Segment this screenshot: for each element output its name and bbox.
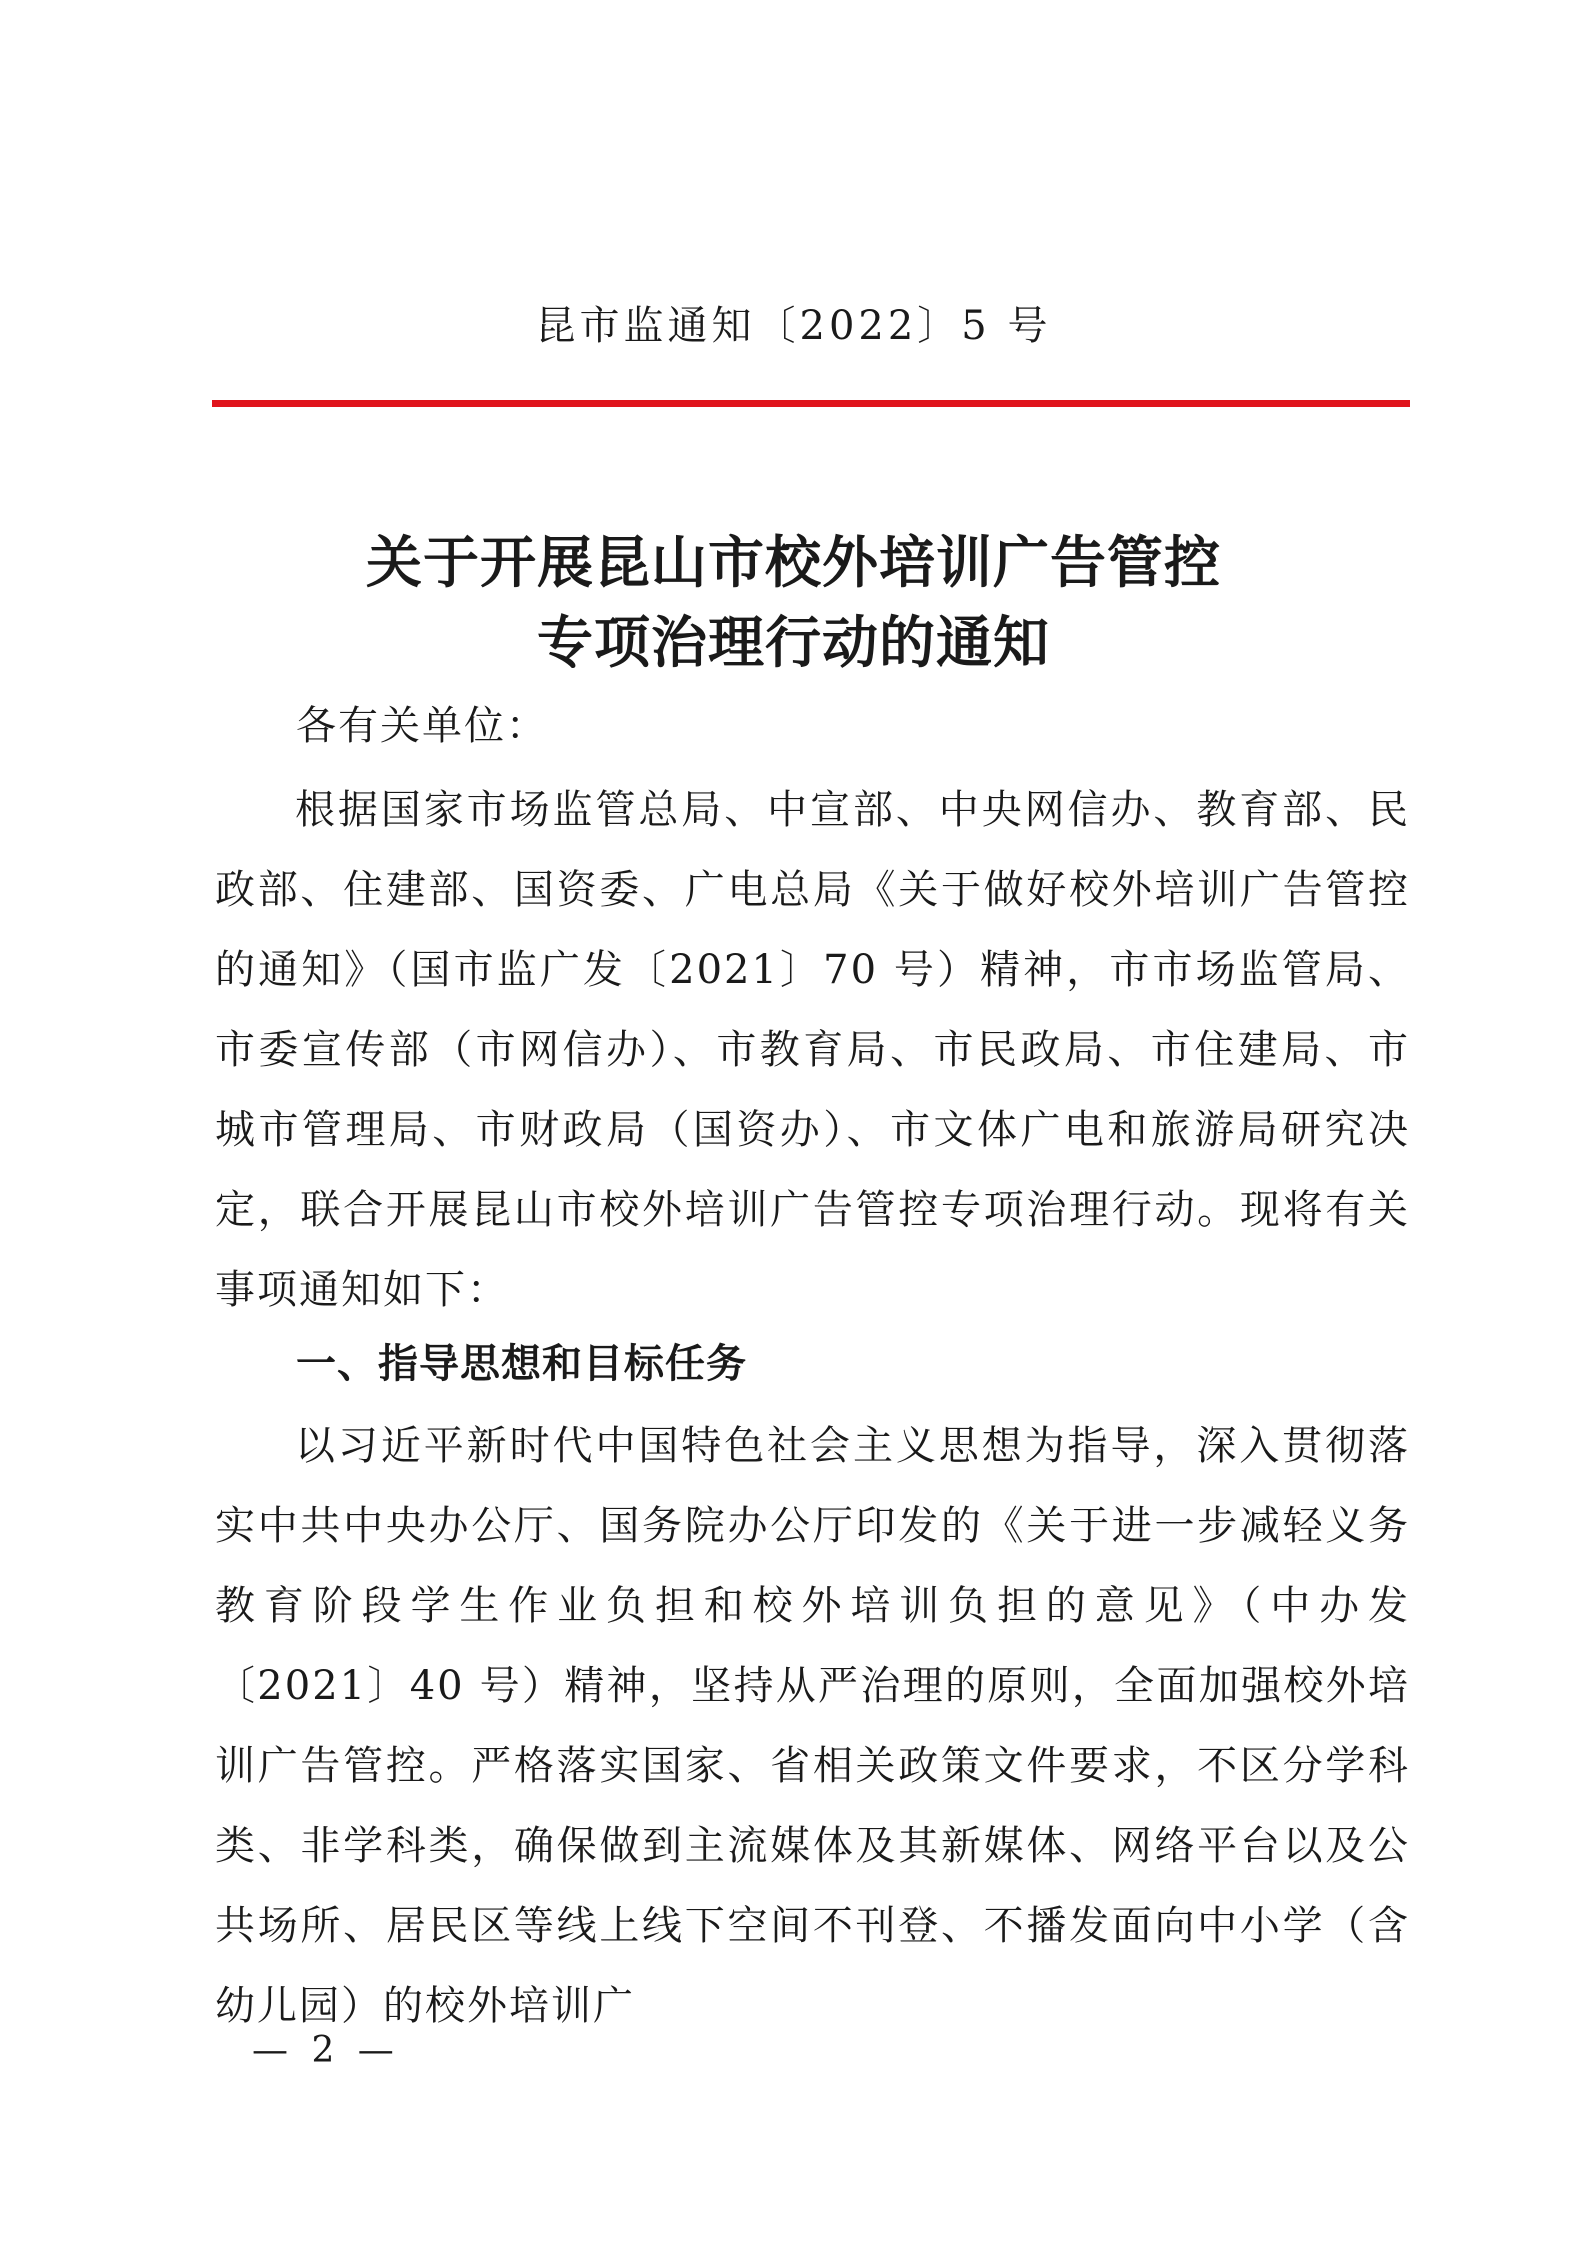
document-number: 昆市监通知〔2022〕5 号 [535, 303, 1052, 349]
document-title-line-1: 关于开展昆山市校外培训广告管控 [366, 531, 1221, 596]
section-heading: 一、指导思想和目标任务 [296, 1341, 747, 1387]
body-paragraph: 根据国家市场监管总局、中宣部、中央网信办、教育部、民政部、住建部、国资委、广电总局《关于做好校外培训广告管控的通知》（国市监广发〔2021〕70 号）精神，市市场监管局、市委宣传部（市网信办）、市教育局、市民政局、市住建局、市城市管理局、市财政局（国资办）、市文体广电和旅游局研究决定，联合开展昆山市校外培训广告管控专项治理行动。现将有关事项通知如下： [215, 787, 1410, 1313]
document-title-line-2: 专项治理行动的通知 [537, 611, 1050, 676]
red-header-rule [212, 400, 1410, 407]
body-paragraph: 以习近平新时代中国特色社会主义思想为指导，深入贯彻落实中共中央办公厅、国务院办公厅印发的《关于进一步减轻义务教育阶段学生作业负担和校外培训负担的意见》（中办发〔2021〕40 号）精神，坚持从严治理的原则，全面加强校外培训广告管控。严格落实国家、省相关政策文件要求，不区分学科类、非学科类，确保做到主流媒体及其新媒体、网络平台以及公共场所、居民区等线上线下空间不刊登、不播发面向中小学（含幼儿园）的校外培训广 [215, 1423, 1410, 2029]
page-number: — 2 — [252, 2030, 400, 2071]
salutation: 各有关单位： [296, 703, 548, 749]
